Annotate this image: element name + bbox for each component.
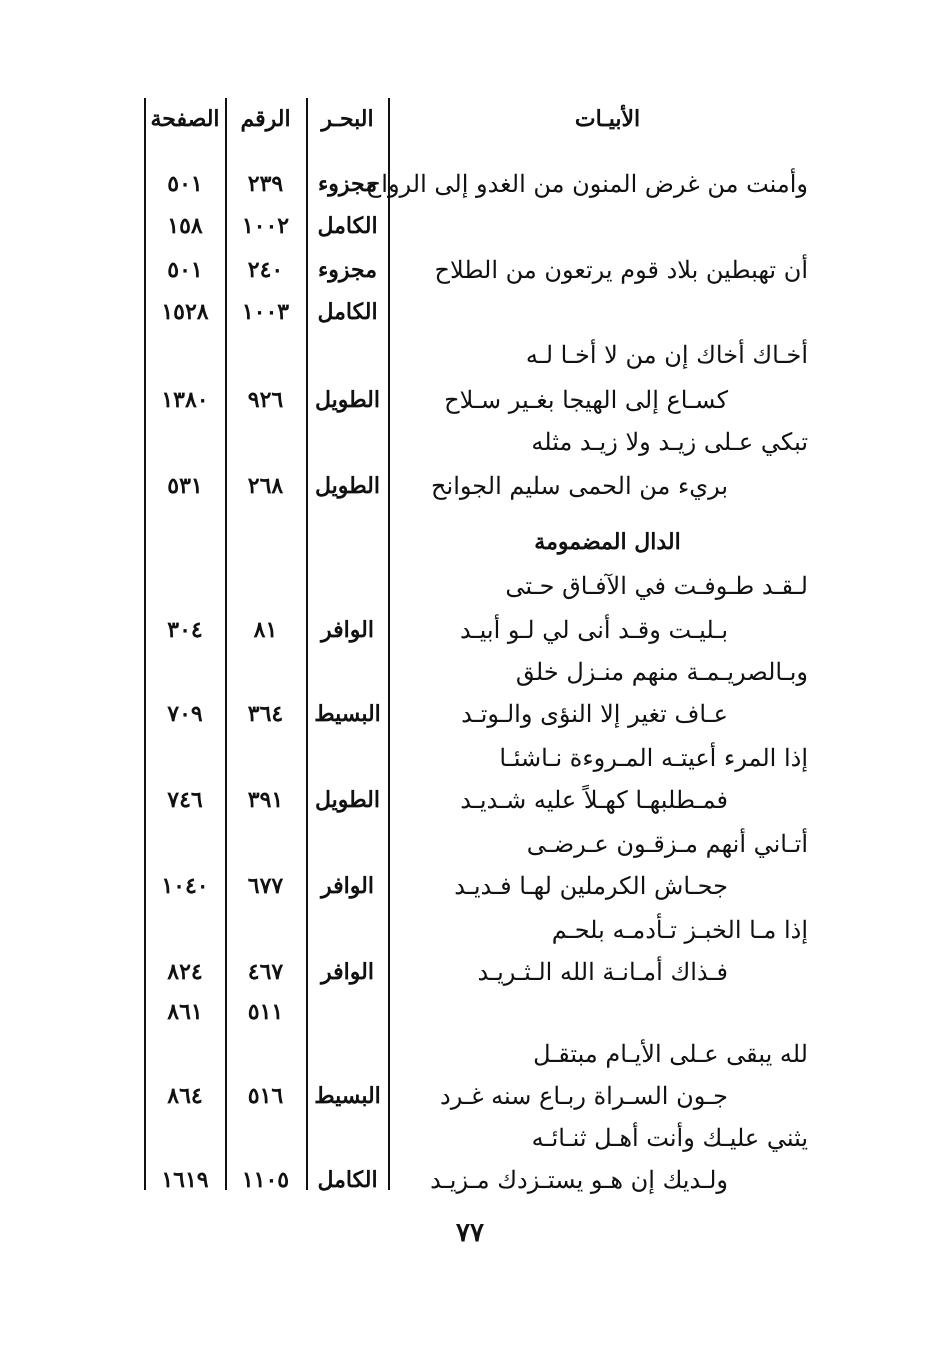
- table-row: [0, 780, 938, 820]
- number-cell: ٤٦٧: [247, 959, 284, 985]
- number-cell: ٥١١: [247, 999, 284, 1025]
- meter-cell: البسيط: [314, 701, 381, 727]
- number-cell: ٢٦٨: [247, 473, 284, 499]
- page-cell: ٨٦٤: [167, 1083, 203, 1109]
- verse-text: لـقـد طـوفـت في الآفـاق حـتى: [505, 572, 808, 600]
- section-heading: الدال المضمومة: [534, 529, 681, 555]
- verse-text: ولـديك إن هـو يستـزدك مـزيـد: [430, 1166, 728, 1194]
- table-row: [0, 380, 938, 420]
- table-row: [0, 910, 938, 950]
- verse-text: وبـالصريـمـة منهم منـزل خلق: [515, 658, 808, 686]
- meter-cell: الكامل: [317, 299, 378, 325]
- table-row: [0, 1034, 938, 1074]
- table-row: [0, 694, 938, 734]
- meter-cell: الطويل: [314, 387, 380, 413]
- verse-text: إذا المرء أعيتـه المـروءة نـاشئـا: [499, 744, 808, 772]
- number-cell: ٢٤٠: [247, 257, 284, 283]
- page-cell: ١٦١٩: [161, 1167, 209, 1193]
- page-cell: ٥٠١: [167, 257, 203, 283]
- verse-text: جحـاش الكرملين لهـا فـديـد: [454, 872, 728, 900]
- meter-cell: الوافر: [321, 873, 374, 899]
- meter-cell: الوافر: [321, 617, 374, 643]
- number-cell: ٣٦٤: [247, 701, 284, 727]
- table-row: [0, 335, 938, 375]
- page-cell: ٨٦١: [167, 999, 203, 1025]
- table-row: [0, 250, 938, 290]
- verse-text: وأمنت من غرض المنون من الغدو إلى الرواح: [365, 170, 808, 198]
- page-cell: ١٥٨: [167, 213, 203, 239]
- page-cell: ٥٠١: [167, 171, 203, 197]
- meter-cell: مجزوء: [317, 171, 378, 197]
- verse-text: أتـاني أنهم مـزقـون عـرضـى: [526, 830, 808, 858]
- table-row: [0, 206, 938, 246]
- verse-text: يثني عليـك وأنت أهـل ثنـائـه: [531, 1124, 808, 1152]
- table-row: [0, 466, 938, 506]
- meter-cell: الطويل: [314, 787, 380, 813]
- table-row: [0, 952, 938, 992]
- page-cell: ٨٢٤: [167, 959, 203, 985]
- page-number: ٧٧: [456, 1218, 484, 1248]
- table-row: [0, 652, 938, 692]
- table-row: [0, 566, 938, 606]
- page-cell: ١٥٢٨: [161, 299, 209, 325]
- page-cell: ٧٠٩: [167, 701, 203, 727]
- number-cell: ٣٩١: [247, 787, 284, 813]
- number-cell: ١٠٠٢: [241, 213, 290, 239]
- page-cell: ٧٤٦: [167, 787, 203, 813]
- table-row: [0, 992, 938, 1032]
- verse-text: عـاف تغير إلا النؤى والـوتـد: [461, 700, 728, 728]
- number-cell: ٨١: [253, 617, 278, 643]
- meter-cell: الكامل: [317, 1167, 378, 1193]
- table-row: [0, 610, 938, 650]
- verse-text: كسـاع إلى الهيجا بغـير سـلاح: [444, 386, 728, 414]
- table-row: [0, 738, 938, 778]
- table-row: [0, 1076, 938, 1116]
- meter-cell: الكامل: [317, 213, 378, 239]
- verse-text: تبكي عـلى زيـد ولا زيـد مثله: [531, 428, 808, 456]
- number-cell: ١٠٠٣: [241, 299, 290, 325]
- page-cell: ١٠٤٠: [161, 873, 209, 899]
- page-cell: ٣٠٤: [167, 617, 203, 643]
- table-row: [0, 1118, 938, 1158]
- meter-cell: الطويل: [314, 473, 380, 499]
- table-row: [0, 1160, 938, 1200]
- verse-text: جـون السـراة ربـاع سنه غـرد: [440, 1082, 728, 1110]
- number-cell: ٢٣٩: [247, 171, 284, 197]
- number-cell: ٦٧٧: [247, 873, 284, 899]
- page-cell: ٥٣١: [167, 473, 203, 499]
- header-meter: البحـر: [321, 106, 374, 132]
- meter-cell: مجزوء: [317, 257, 378, 283]
- meter-cell: البسيط: [314, 1083, 381, 1109]
- number-cell: ٩٢٦: [247, 387, 284, 413]
- verse-text: فمـطلبهـا كهـلاً عليه شـديـد: [460, 786, 728, 814]
- number-cell: ٥١٦: [247, 1083, 284, 1109]
- verse-text: إذا مـا الخبـز تـأدمـه بلحـم: [551, 916, 808, 944]
- verse-text: بريء من الحمى سليم الجوانح: [431, 472, 728, 500]
- header-verses: الأبيـات: [574, 106, 641, 132]
- table-row: [0, 824, 938, 864]
- verse-text: بـليـت وقـد أنى لي لـو أبيـد: [460, 616, 728, 644]
- table-row: [0, 866, 938, 906]
- header-page: الصفحة: [150, 106, 220, 132]
- verse-text: لله يبقى عـلى الأيـام مبتقـل: [533, 1040, 808, 1068]
- table-row: [0, 164, 938, 204]
- table-row: [0, 422, 938, 462]
- header-number: الرقم: [240, 106, 291, 132]
- verse-text: أن تهبطين بلاد قوم يرتعون من الطلاح: [434, 256, 808, 284]
- verse-text: أخـاك أخاك إن من لا أخـا لـه: [525, 341, 808, 369]
- table-row: [0, 292, 938, 332]
- number-cell: ١١٠٥: [241, 1167, 290, 1193]
- page-cell: ١٣٨٠: [161, 387, 209, 413]
- meter-cell: الوافر: [321, 959, 374, 985]
- verse-text: فـذاك أمـانـة الله الـثـريـد: [477, 958, 728, 986]
